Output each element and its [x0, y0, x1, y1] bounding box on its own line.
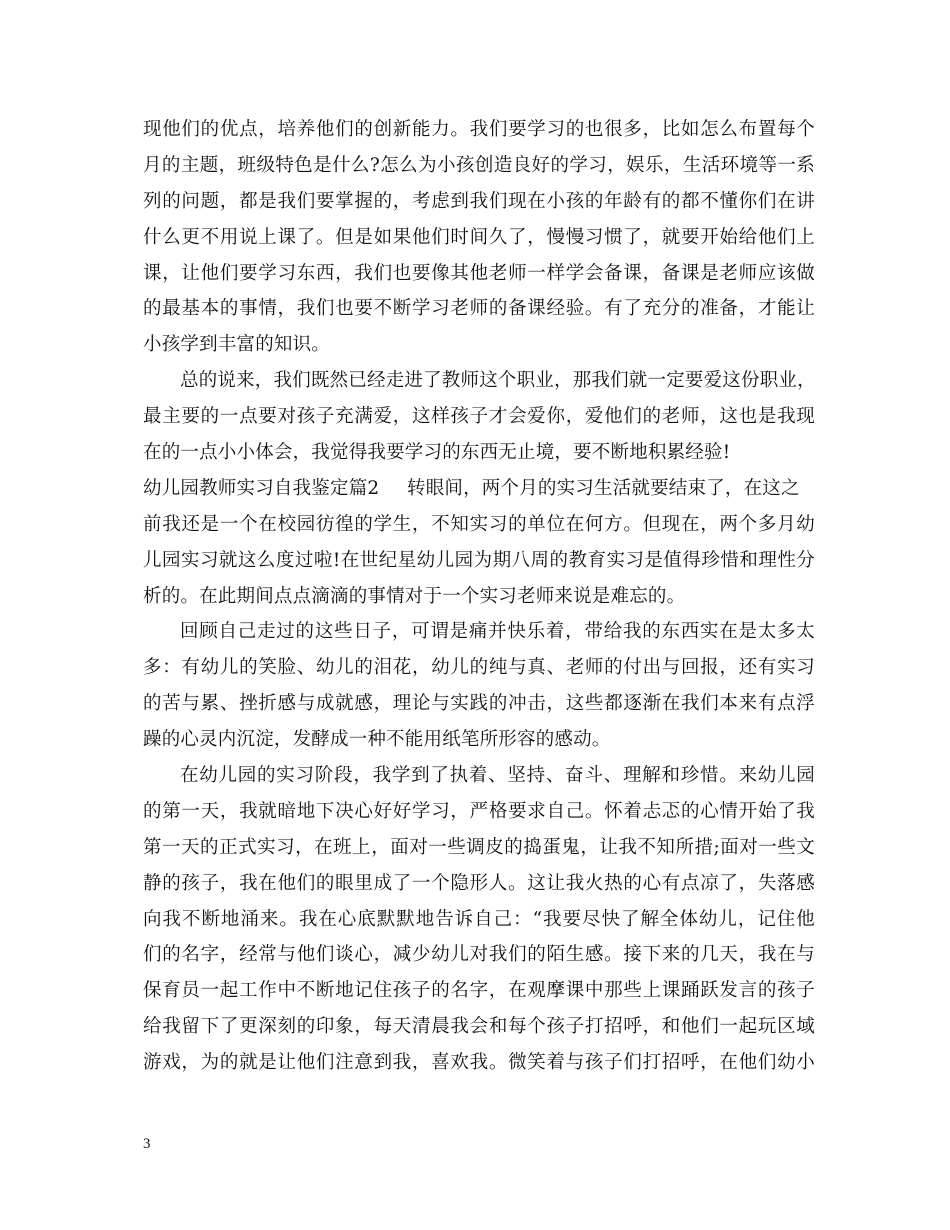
paragraph-line: 向我不断地涌来。我在心底默默地告诉自己：“我要尽快了解全体幼儿，记住他	[143, 908, 815, 930]
paragraph-line: 析的。在此期间点点滴滴的事情对于一个实习老师来说是难忘的。	[143, 585, 686, 607]
paragraph-line: 列的问题，都是我们要掌握的，考虑到我们现在小孩的年龄有的都不懂你们在讲	[143, 190, 815, 212]
section-heading-line	[143, 471, 815, 507]
paragraph-line: 儿园实习就这么度过啦!在世纪星幼儿园为期八周的教育实习是值得珍惜和理性分	[143, 549, 815, 571]
document-body	[143, 112, 815, 1081]
paragraph-line: 在的一点小小体会，我觉得我要学习的东西无止境，要不断地积累经验!	[143, 442, 731, 464]
paragraph-line: 保育员一起工作中不断地记住孩子的名字，在观摩课中那些上课踊跃发言的孩子	[143, 980, 815, 1002]
paragraph-line: 的最基本的事情，我们也要不断学习老师的备课经验。有了充分的准备，才能让	[143, 298, 815, 320]
paragraph-line: 小孩学到丰富的知识。	[143, 334, 331, 356]
paragraph-line: 多：有幼儿的笑脸、幼儿的泪花，幼儿的纯与真、老师的付出与回报，还有实习	[143, 657, 815, 679]
page-number: 3	[143, 1136, 151, 1152]
paragraph-line: 第一天的正式实习，在班上，面对一些调皮的捣蛋鬼，让我不知所措;面对一些文	[143, 836, 815, 858]
paragraph-line: 课，让他们要学习东西，我们也要像其他老师一样学会备课，备课是老师应该做	[143, 262, 815, 284]
paragraph-line: 前我还是一个在校园彷徨的学生，不知实习的单位在何方。但现在，两个多月幼	[143, 513, 815, 535]
paragraph-first-line: 总的说来，我们既然已经走进了教师这个职业，那我们就一定要爱这份职业，	[180, 370, 816, 392]
paragraph-text: 转眼间，两个月的实习生活就要结束了，在这之	[407, 477, 800, 499]
section-heading: 幼儿园教师实习自我鉴定篇2	[143, 477, 380, 499]
paragraph-line: 躁的心灵内沉淀，发酵成一种不能用纸笔所形容的感动。	[143, 729, 611, 751]
paragraph-line: 什么更不用说上课了。但是如果他们时间久了，慢慢习惯了，就要开始给他们上	[143, 226, 815, 248]
paragraph-first-line: 在幼儿园的实习阶段，我学到了执着、坚持、奋斗、理解和珍惜。来幼儿园	[180, 765, 815, 787]
paragraph-line: 们的名字，经常与他们谈心，减少幼儿对我们的陌生感。接下来的几天，我在与	[143, 944, 815, 966]
paragraph-line: 最主要的一点要对孩子充满爱，这样孩子才会爱你，爱他们的老师，这也是我现	[143, 406, 815, 428]
paragraph-line: 的第一天，我就暗地下决心好好学习，严格要求自己。怀着忐忑的心情开始了我	[143, 800, 815, 822]
paragraph-line: 给我留下了更深刻的印象，每天清晨我会和每个孩子打招呼，和他们一起玩区域	[143, 1016, 815, 1038]
paragraph-line: 月的主题，班级特色是什么?怎么为小孩创造良好的学习，娱乐，生活环境等一系	[143, 154, 815, 176]
paragraph-line: 现他们的优点，培养他们的创新能力。我们要学习的也很多，比如怎么布置每个	[143, 119, 815, 140]
paragraph-line: 游戏，为的就是让他们注意到我，喜欢我。微笑着与孩子们打招呼，在他们幼小	[143, 1052, 815, 1074]
paragraph-line: 的苦与累、挫折感与成就感，理论与实践的冲击，这些都逐渐在我们本来有点浮	[143, 693, 815, 715]
paragraph-first-line: 回顾自己走过的这些日子，可谓是痛并快乐着，带给我的东西实在是太多太	[180, 621, 815, 643]
paragraph-line: 静的孩子，我在他们的眼里成了一个隐形人。这让我火热的心有点凉了，失落感	[143, 872, 815, 894]
